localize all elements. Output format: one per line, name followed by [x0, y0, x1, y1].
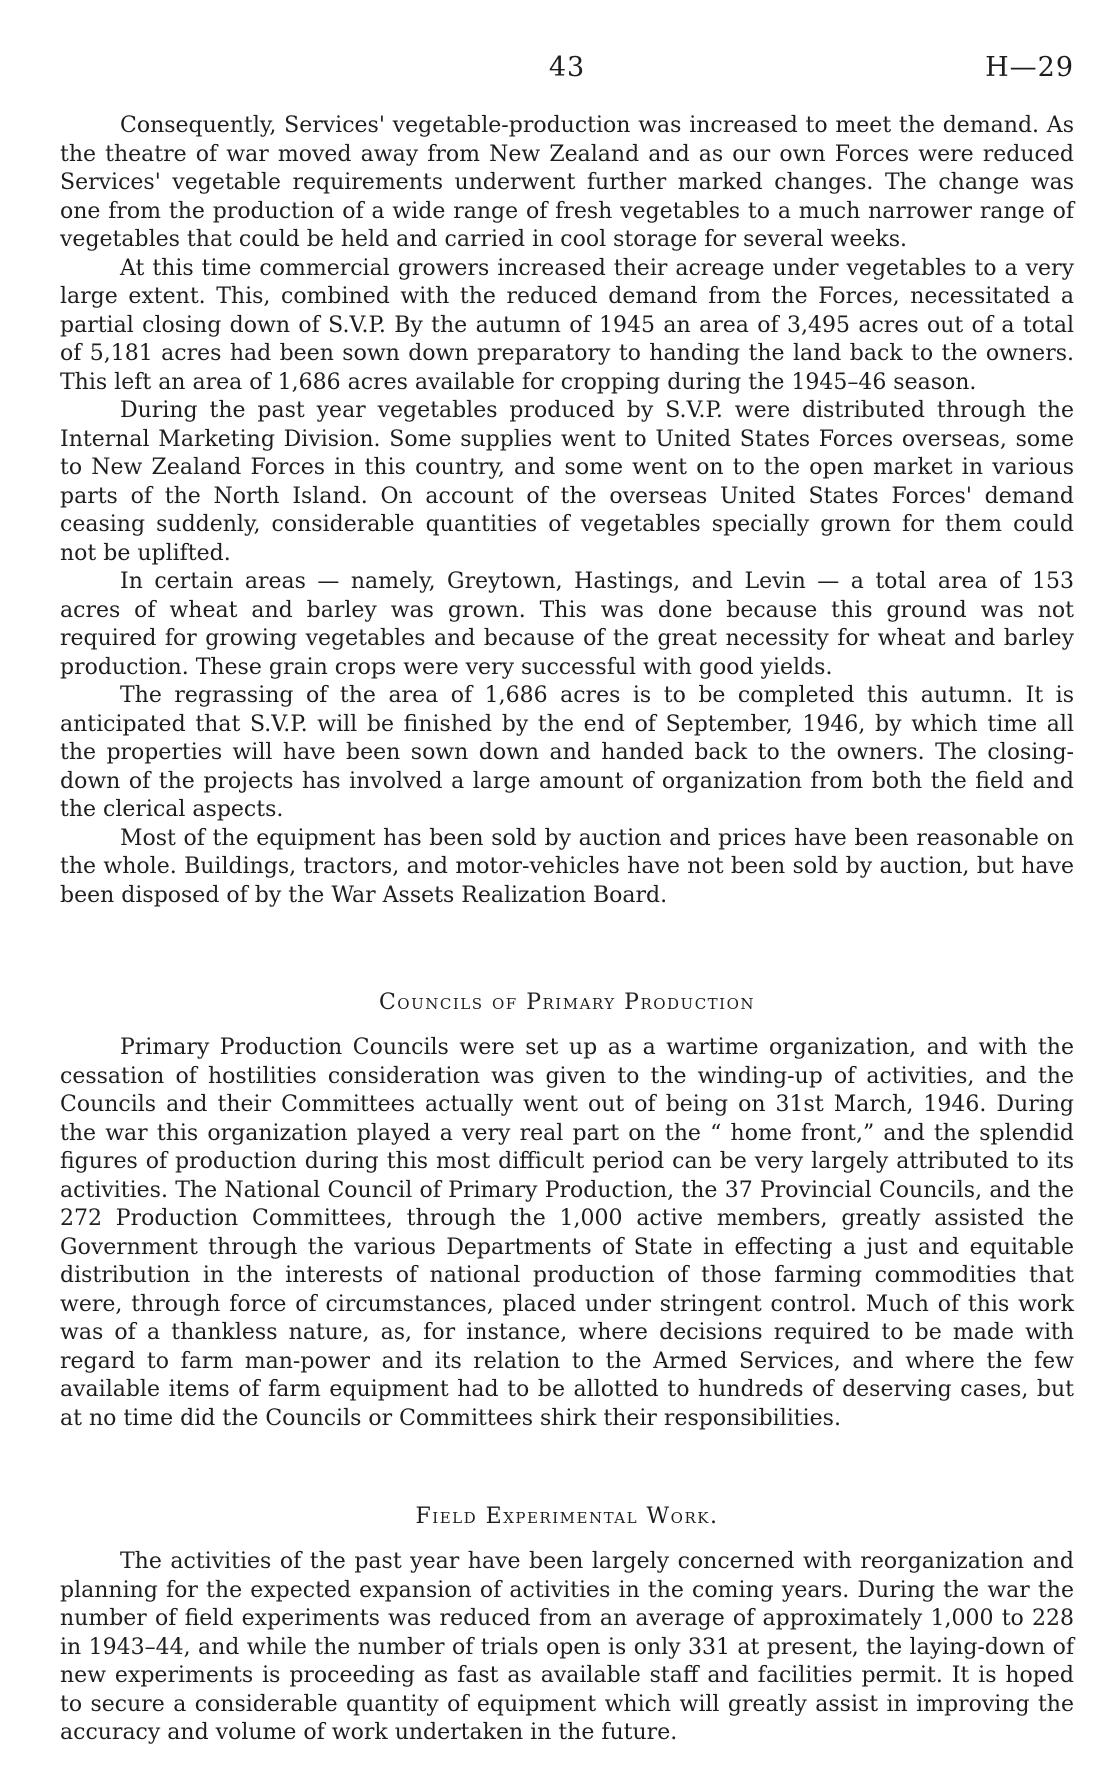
- paragraph: In certain areas — namely, Greytown, Hastings, and Levin — a total area of 153 acres of wheat and barley was grown. This was done because this ground was not required for growing vegetables and because of the great necessity for wheat and barley production. These grain crops were very successful with good yields.: [60, 569, 1074, 680]
- paragraph: At this time commercial growers increased their acreage under vegetables to a very large extent. This, combined with the reduced demand from the Forces, necessitated a partial closing down of S.V.P. By the autumn of 1945 an area of 3,495 acres out of a total of 5,181 acres had been sown down preparatory to handing the land back to the owners. This left an area of 1,686 acres available for cropping during the 1945–46 season.: [60, 255, 1074, 395]
- document-reference: H—29: [985, 52, 1074, 83]
- field-experimental-heading: Field Experimental Work.: [415, 1504, 719, 1529]
- paragraph: During the past year vegetables produced by S.V.P. were distributed through the Internal Marketing Division. Some supplies went to United States Forces overseas, some to New Zealand Forces in this country, and some went on to the open market in various parts of the North Island. On account of the overseas United States Forces' demand ceasing suddenly, considerable quantities of vegetables specially grown for them could not be uplifted.: [60, 398, 1074, 566]
- svp-section: [60, 112, 1074, 910]
- paragraph: Most of the equipment has been sold by auction and prices have been reasonable on the whole. Buildings, tractors, and motor-vehicles have not been sold by auction, but have been disposed of by the War Assets Realization Board.: [60, 825, 1074, 908]
- page-number: 43: [548, 52, 586, 83]
- councils-heading: Councils of Primary Production: [378, 990, 756, 1015]
- paragraph: The regrassing of the area of 1,686 acres is to be completed this autumn. It is anticipated that S.V.P. will be finished by the end of September, 1946, by which time all the properties will have been sown down and handed back to the owners. The closing-down of the projects has involved a large amount of organization from both the field and the clerical aspects.: [60, 683, 1074, 822]
- page-header: [60, 52, 1074, 92]
- paragraph: Primary Production Councils were set up as a wartime organization, and with the cessation of hostilities consideration was given to the winding-up of activities, and the Councils and their Committees actually went out of being on 31st March, 1946. During the war this organization played a very real part on the “ home front,” and the splendid figures of production during this most difficult period can be very largely attributed to its activities. The National Council of Primary Production, the 37 Provincial Councils, and the 272 Production Committees, through the 1,000 active members, greatly assisted the Government through the various Departments of State in effecting a just and equitable distribution in the interests of national production of those farming commodities that were, through force of circumstances, placed under stringent control. Much of this work was of a thankless nature, as, for instance, where decisions required to be made with regard to farm man-power and its relation to the Armed Services, and where the few available items of farm equipment had to be allotted to hundreds of deserving cases, but at no time did the Councils or Committees shirk their responsibilities.: [60, 1035, 1074, 1431]
- councils-section: [60, 1034, 1074, 1433]
- field-experimental-section: [60, 1548, 1074, 1748]
- paragraph: The activities of the past year have been largely concerned with reorganization and planning for the expected expansion of activities in the coming years. During the war the number of field experiments was reduced from an average of approximately 1,000 to 228 in 1943–44, and while the number of trials open is only 331 at present, the laying-down of new experiments is proceeding as fast as available staff and facilities permit. It is hoped to secure a considerable quantity of equipment which will greatly assist in improving the accuracy and volume of work undertaken in the future.: [60, 1549, 1074, 1745]
- paragraph: Consequently, Services' vegetable-production was increased to meet the demand. As the theatre of war moved away from New Zealand and as our own Forces were reduced Services' vegetable requirements underwent further marked changes. The change was one from the production of a wide range of fresh vegetables to a much narrower range of vegetables that could be held and carried in cool storage for several weeks.: [60, 113, 1074, 252]
